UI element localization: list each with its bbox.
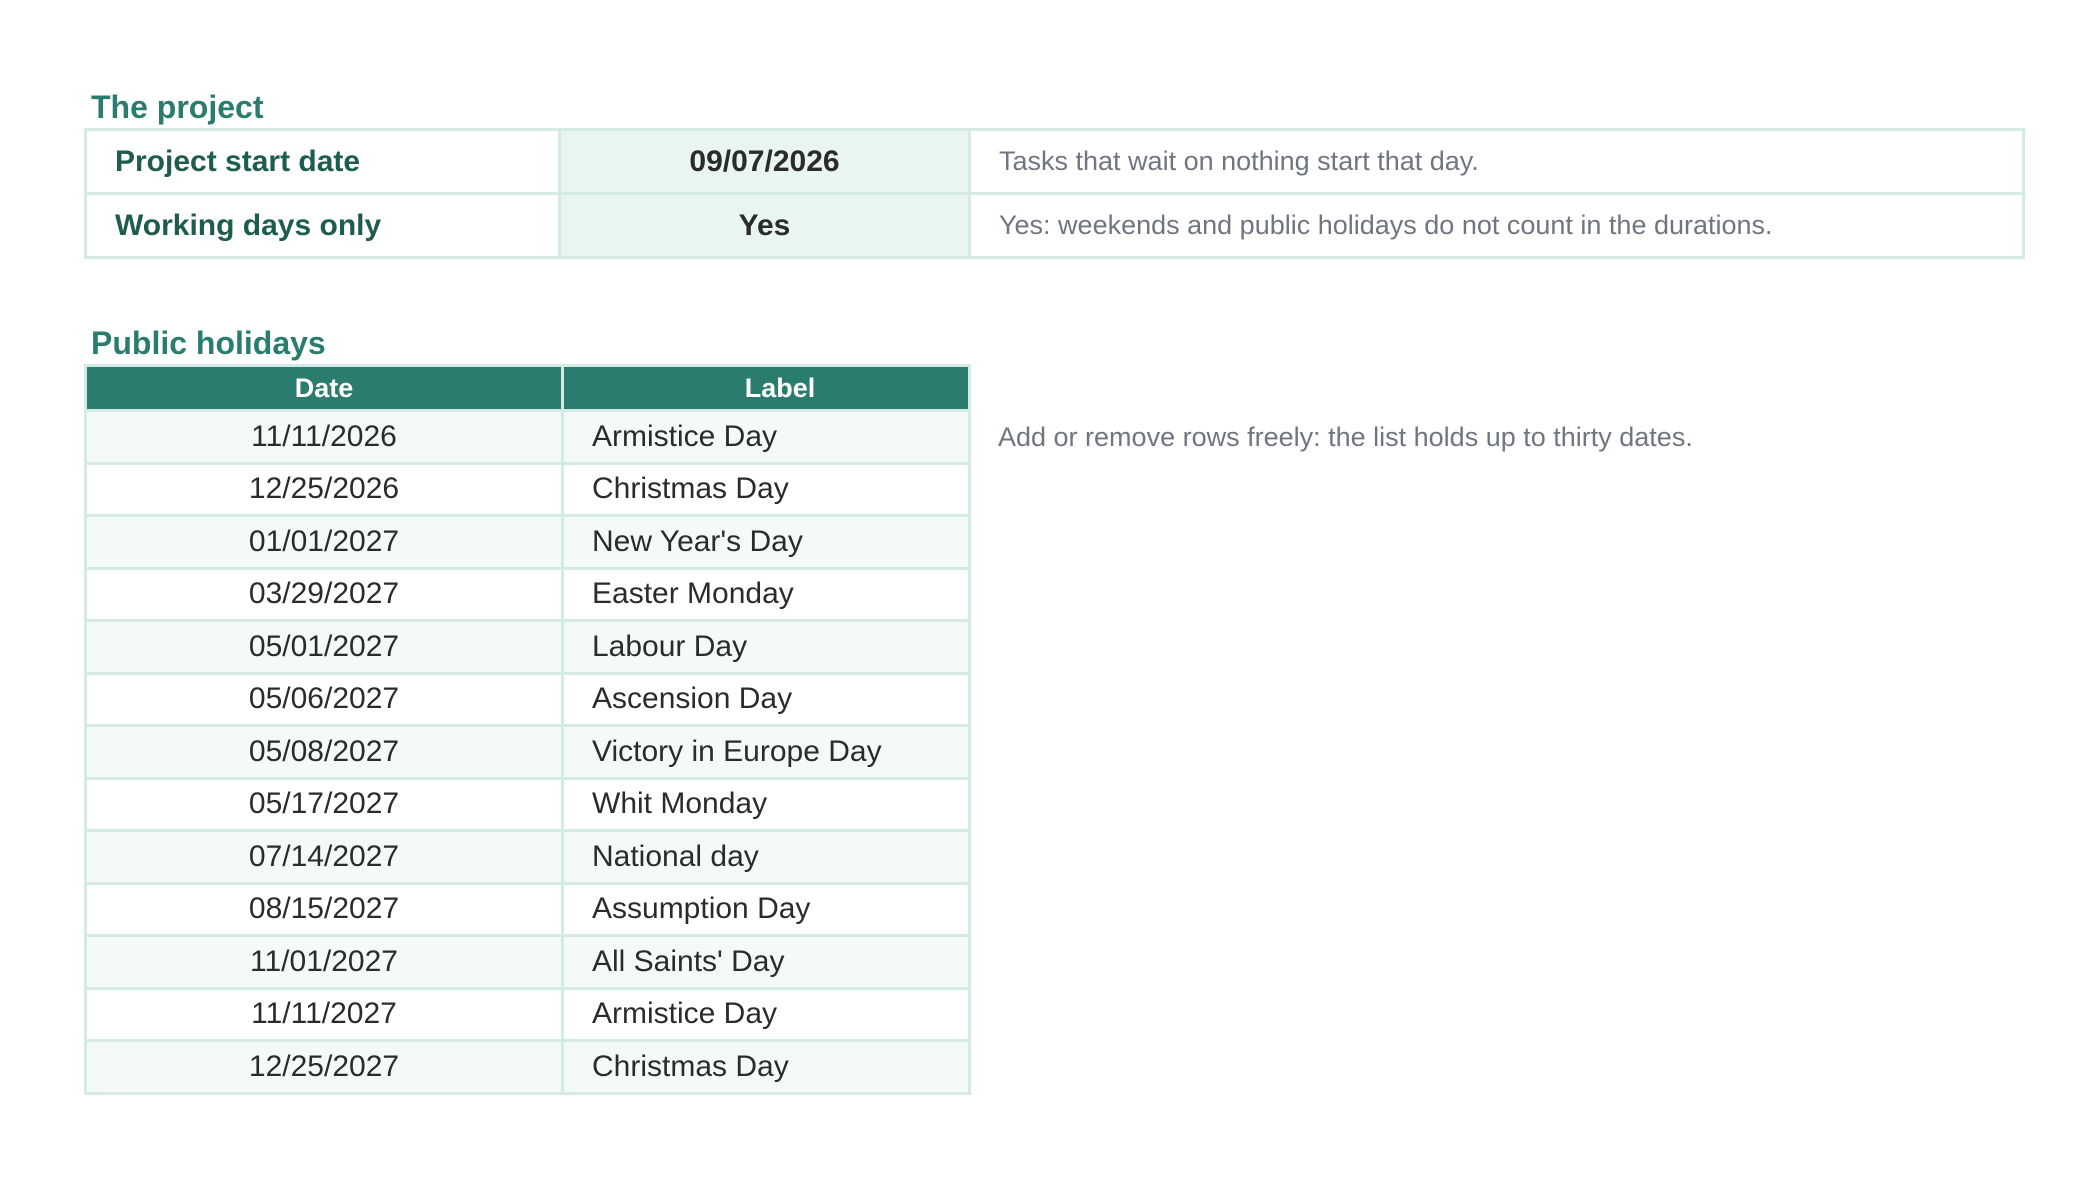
holidays-table bbox=[84, 364, 971, 1095]
working-days-only-row bbox=[87, 195, 2022, 256]
holiday-label-cell[interactable]: Christmas Day bbox=[592, 472, 789, 506]
holiday-date-cell[interactable]: 08/15/2027 bbox=[87, 885, 564, 935]
holidays-note: Add or remove rows freely: the list holds up to thirty dates. bbox=[998, 422, 1693, 452]
table-row bbox=[87, 987, 968, 1040]
holidays-table-body bbox=[87, 409, 968, 1092]
holidays-table-header bbox=[87, 367, 968, 409]
label-column-header: Label bbox=[744, 372, 816, 403]
holiday-label-cell[interactable]: Easter Monday bbox=[592, 577, 794, 611]
table-row bbox=[87, 514, 968, 567]
project-section-title: The project bbox=[91, 89, 264, 125]
holiday-date-cell[interactable]: 07/14/2027 bbox=[87, 832, 564, 882]
holiday-label-cell[interactable]: Armistice Day bbox=[592, 419, 778, 453]
date-column-header: Date bbox=[87, 367, 564, 409]
project-start-date-value[interactable]: 09/07/2026 bbox=[561, 131, 971, 192]
table-row bbox=[87, 777, 968, 830]
table-row bbox=[87, 619, 968, 672]
holiday-date-cell[interactable]: 12/25/2026 bbox=[87, 465, 564, 515]
table-row bbox=[87, 724, 968, 777]
holiday-label-cell[interactable]: Christmas Day bbox=[592, 1049, 789, 1083]
holiday-date-cell[interactable]: 11/01/2027 bbox=[87, 937, 564, 987]
holiday-label-cell[interactable]: New Year's Day bbox=[592, 524, 803, 558]
table-row bbox=[87, 409, 968, 462]
working-days-only-value[interactable]: Yes bbox=[561, 195, 971, 256]
holiday-date-cell[interactable]: 05/08/2027 bbox=[87, 727, 564, 777]
holiday-label-cell[interactable]: Victory in Europe Day bbox=[592, 734, 882, 768]
table-row bbox=[87, 1039, 968, 1092]
holiday-label-cell[interactable]: Assumption Day bbox=[592, 892, 811, 926]
holiday-label-cell[interactable]: Whit Monday bbox=[592, 787, 768, 821]
holiday-label-cell[interactable]: Armistice Day bbox=[592, 997, 778, 1031]
table-row bbox=[87, 672, 968, 725]
holiday-date-cell[interactable]: 05/06/2027 bbox=[87, 675, 564, 725]
project-start-date-row bbox=[87, 131, 2022, 195]
project-start-date-label: Project start date bbox=[87, 131, 561, 192]
holidays-section-title: Public holidays bbox=[91, 325, 326, 361]
table-row bbox=[87, 829, 968, 882]
table-row bbox=[87, 934, 968, 987]
holiday-date-cell[interactable]: 11/11/2026 bbox=[87, 412, 564, 462]
working-days-only-label: Working days only bbox=[87, 195, 561, 256]
holiday-date-cell[interactable]: 01/01/2027 bbox=[87, 517, 564, 567]
table-row bbox=[87, 882, 968, 935]
holiday-date-cell[interactable]: 12/25/2027 bbox=[87, 1042, 564, 1092]
table-row bbox=[87, 462, 968, 515]
holiday-date-cell[interactable]: 03/29/2027 bbox=[87, 570, 564, 620]
project-settings-table bbox=[84, 128, 2025, 259]
holiday-label-cell[interactable]: National day bbox=[592, 839, 759, 873]
project-start-date-note: Tasks that wait on nothing start that day. bbox=[999, 146, 1479, 176]
working-days-only-note: Yes: weekends and public holidays do not count in the durations. bbox=[999, 210, 1773, 240]
table-row bbox=[87, 567, 968, 620]
holiday-date-cell[interactable]: 11/11/2027 bbox=[87, 990, 564, 1040]
holiday-label-cell[interactable]: Ascension Day bbox=[592, 682, 793, 716]
holiday-label-cell[interactable]: Labour Day bbox=[592, 629, 748, 663]
holiday-date-cell[interactable]: 05/01/2027 bbox=[87, 622, 564, 672]
holiday-date-cell[interactable]: 05/17/2027 bbox=[87, 780, 564, 830]
holiday-label-cell[interactable]: All Saints' Day bbox=[592, 944, 785, 978]
